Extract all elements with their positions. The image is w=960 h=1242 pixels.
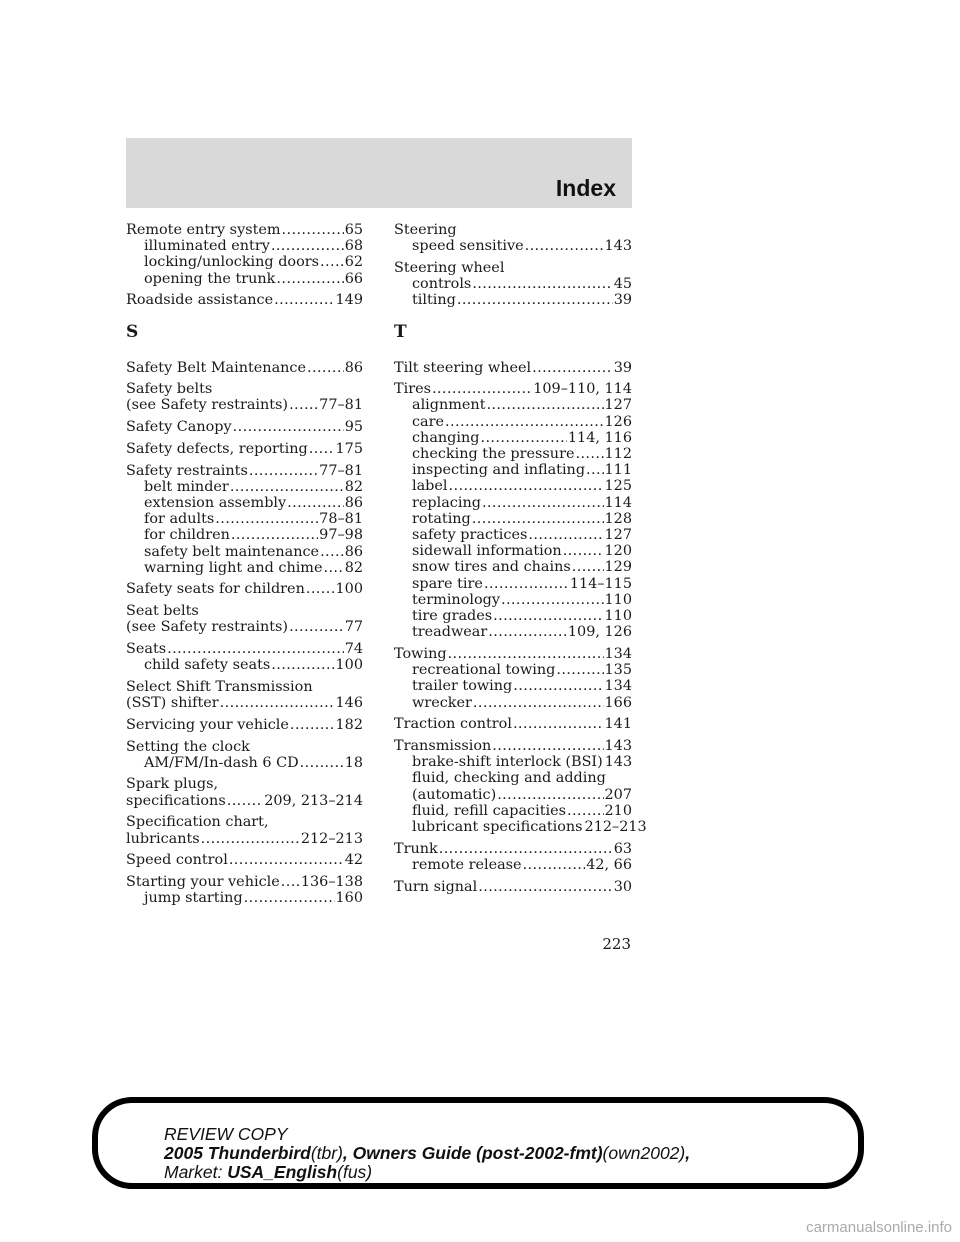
footer-market: USA_English [227,1162,338,1182]
index-subentry [394,695,632,711]
entry-text: Safety Canopy [126,419,232,436]
entry-text: tilting [412,292,456,309]
dot-leader [233,419,344,435]
dot-leader [448,646,604,662]
entry-text: fluid, refill capacities [412,802,566,819]
page-reference: 39 [613,359,632,376]
entry-text: tire grades [412,608,493,625]
dot-leader [439,841,613,857]
index-subentry [126,254,363,270]
entry-text: Turn signal [394,878,478,895]
index-entry [394,841,632,857]
page-reference: 100 [335,657,363,674]
index-group [394,360,632,376]
index-group [126,874,363,906]
dot-leader [249,463,318,479]
index-heading-line: Setting the clock [126,738,250,755]
footer-comma: , [685,1143,691,1163]
index-subentry [394,511,632,527]
dot-leader [478,879,612,895]
index-entry [126,831,363,847]
page-reference: 111 [604,462,632,479]
dot-leader [472,276,612,292]
dot-leader [523,857,586,873]
entry-text: recreational towing [412,662,556,679]
entry-text: for adults [144,511,215,528]
entry-text: Remote entry system [126,222,281,238]
footer-market-label: Market: [164,1162,223,1182]
dot-leader [231,527,318,543]
entry-text: Roadside assistance [126,292,274,309]
index-entry [126,581,363,597]
page-reference: 109, 126 [567,624,632,641]
index-subentry [394,592,632,608]
page-reference: 66 [344,270,363,287]
index-subentry [394,803,632,819]
footer-guide: , Owners Guide (post-2002-fmt) [342,1143,603,1163]
entry-text: lubricant specifications [412,819,583,835]
index-subentry [394,787,632,803]
index-subentry [394,478,632,494]
page-reference: 74 [344,641,363,658]
entry-text: replacing [412,494,481,511]
index-subentry [394,662,632,678]
page-reference: 45 [613,276,632,293]
entry-text: checking the pressure [412,446,575,463]
index-subentry [126,527,363,543]
entry-text: inspecting and inflating [412,462,586,479]
entry-text: rotating [412,510,471,527]
page-reference: 110 [604,608,632,625]
page-reference: 65 [344,222,363,238]
entry-text: Traction control [394,716,512,733]
index-entry [126,222,363,238]
index-subentry [126,560,363,576]
entry-text: specifications [126,792,226,809]
dot-leader [300,755,344,771]
index-subentry [394,292,632,308]
index-group [126,852,363,868]
page-reference: 100 [335,581,363,598]
index-subentry [126,511,363,527]
entry-text: Safety seats for children [126,581,305,598]
page-title: Index [555,175,616,201]
page-reference: 86 [344,359,363,376]
index-heading-line: Steering wheel [394,259,505,276]
entry-text: opening the trunk [144,270,276,287]
page-reference: 77–81 [319,462,363,479]
footer-market-code: (fus) [337,1162,373,1182]
page-reference: 166 [604,694,632,711]
index-subentry [394,754,632,770]
entry-text: trailer towing [412,678,513,695]
entry-text: child safety seats [144,657,271,674]
index-group [126,814,363,846]
index-entry [126,360,363,376]
index-subentry [394,527,632,543]
index-group [394,716,632,732]
index-subentry [394,559,632,575]
entry-text: care [412,413,445,430]
index-subentry [394,624,632,640]
index-group [394,260,632,309]
footer-model-code: (tbr) [310,1143,343,1163]
footer-guide-code: (own2002) [602,1143,686,1163]
page-reference: 77 [344,619,363,636]
page-reference: 97–98 [319,527,363,544]
dot-leader [244,890,335,906]
index-heading-line: Safety belts [126,381,213,398]
entry-text: spare tire [412,575,483,592]
entry-text: (see Safety restraints) [126,619,289,636]
page-reference: 120 [604,543,632,560]
dot-leader [201,831,300,847]
index-entry [126,441,363,457]
dot-leader [274,292,334,308]
dot-leader [572,559,604,575]
index-subentry [126,890,363,906]
page-reference: 30 [613,878,632,895]
entry-text: remote release [412,856,522,873]
dot-leader [323,560,343,576]
entry-text: changing [412,429,480,446]
entry-text: label [412,478,448,495]
dot-leader [306,581,335,597]
dot-leader [307,360,344,376]
entry-text: alignment [412,397,486,414]
index-heading-line: Seat belts [126,603,199,620]
dot-leader [287,495,344,511]
watermark-text: carmanualsonline.info [806,1219,952,1236]
entry-text: Starting your vehicle [126,874,280,890]
page-reference: 207 [604,786,632,803]
page-reference: 134 [604,645,632,662]
index-group [394,381,632,640]
footer-text [164,1125,690,1182]
entry-text: extension assembly [144,494,287,511]
index-group [394,879,632,895]
index-subentry [394,276,632,292]
index-group [126,360,363,376]
entry-text: Trunk [394,840,438,857]
index-heading-line: Specification chart, [126,814,269,831]
page-reference: 149 [335,292,363,309]
page-reference: 77–81 [319,397,363,414]
index-subentry [394,857,632,873]
index-entry [394,738,632,754]
page-reference: 143 [604,737,632,754]
index-entry [126,463,363,479]
entry-text: safety belt maintenance [144,543,320,560]
page-reference: 160 [335,890,363,907]
index-subentry [394,678,632,694]
index-subentry [126,755,363,771]
index-group [126,381,363,413]
footer-model: 2005 Thunderbird [164,1143,311,1163]
dot-leader [230,479,344,495]
entry-text: lubricants [126,830,200,847]
page-reference: 143 [604,238,632,255]
page-reference: 78–81 [319,511,363,528]
index-group [394,646,632,711]
page-reference: 209, 213–214 [264,792,363,809]
entry-text: Safety defects, reporting [126,440,308,457]
entry-text: AM/FM/In-dash 6 CD [144,754,299,771]
index-subentry [394,446,632,462]
page-reference: 86 [344,543,363,560]
index-entry [394,381,632,397]
index-subentry [394,495,632,511]
index-heading-line: Select Shift Transmission [126,678,313,695]
entry-text: controls [412,276,472,293]
page-reference: 63 [613,840,632,857]
dot-leader [501,592,604,608]
index-group [126,717,363,733]
page-number: 223 [602,935,631,953]
dot-leader [532,360,613,376]
page-reference: 136–138 [300,874,363,890]
dot-leader [486,397,603,413]
index-subentry [126,544,363,560]
page-reference: 135 [604,662,632,679]
index-group [126,581,363,597]
index-entry [126,619,363,635]
index-group [126,603,363,635]
dot-leader [309,441,335,457]
index-heading-line: fluid, checking and adding [412,770,606,787]
index-group [126,776,363,808]
page-reference: 110 [604,591,632,608]
index-group [126,463,363,576]
dot-leader [445,414,603,430]
dot-leader [493,608,603,624]
entry-text: (automatic) [412,786,497,803]
index-group [126,739,363,771]
dot-leader [271,238,344,254]
index-heading-line: Steering [394,222,457,238]
entry-text: Speed control [126,852,228,869]
index-subentry [394,608,632,624]
entry-text: Safety Belt Maintenance [126,359,306,376]
index-subentry [394,576,632,592]
index-group [126,292,363,308]
page-reference: 68 [344,238,363,255]
index-subentry [394,238,632,254]
index-group [126,679,363,711]
entry-text: Servicing your vehicle [126,716,289,733]
dot-leader [472,511,604,527]
index-entry [126,292,363,308]
index-entry [394,716,632,732]
page-reference: 42, 66 [586,856,632,873]
page-reference: 126 [604,413,632,430]
index-column-left [126,222,363,912]
dot-leader [497,787,603,803]
page-reference: 125 [604,478,632,495]
index-subentry [394,462,632,478]
page-reference: 182 [335,716,363,733]
entry-text: locking/unlocking doors [144,254,320,271]
dot-leader [289,397,318,413]
index-group [126,222,363,287]
index-group [126,441,363,457]
entry-text: wrecker [412,694,472,711]
page-reference: 62 [344,254,363,271]
dot-leader [215,511,318,527]
entry-text: safety practices [412,527,528,544]
dot-leader [229,852,344,868]
index-subentry [394,397,632,413]
dot-leader [513,716,604,732]
page-reference: 143 [604,754,633,771]
dot-leader [513,678,603,694]
index-entry [126,852,363,868]
page-reference: 42 [344,852,363,869]
page-reference: 134 [604,678,632,695]
dot-leader [271,657,334,673]
entry-text: Tires [394,381,431,398]
page-reference: 128 [604,510,632,527]
page-reference: 127 [604,527,632,544]
index-entry [394,360,632,376]
index-entry [126,641,363,657]
page-reference: 114–115 [569,575,632,592]
entry-text: Towing [394,645,447,662]
entry-text: belt minder [144,478,229,495]
page-reference: 212–213 [300,830,363,847]
index-subentry [126,495,363,511]
dot-leader [449,478,604,494]
dot-leader [276,271,343,287]
index-group [394,841,632,873]
page-reference: 18 [344,754,363,771]
entry-text: Seats [126,641,167,658]
entry-text: Safety restraints [126,462,248,479]
page-reference: 109–110, 114 [533,381,632,398]
index-entry [126,397,363,413]
dot-leader [320,544,344,560]
dot-leader [227,793,264,809]
dot-leader [220,695,335,711]
dot-leader [556,662,603,678]
dot-leader [290,717,335,733]
dot-leader [480,430,566,446]
index-subentry [394,543,632,559]
dot-leader [281,874,300,890]
dot-leader [492,738,603,754]
page-reference: 82 [344,478,363,495]
entry-text: illuminated entry [144,238,270,255]
dot-leader [528,527,603,543]
dot-leader [432,381,532,397]
index-subentry [126,271,363,287]
index-entry [126,717,363,733]
page-reference: 127 [604,397,632,414]
dot-leader [282,222,344,238]
section-letter: T [394,321,407,342]
index-subentry [126,479,363,495]
dot-leader [473,695,604,711]
page-reference: 212–213 [584,819,647,835]
index-subentry [126,238,363,254]
index-group [394,222,632,254]
entry-text: speed sensitive [412,238,524,255]
entry-text: sidewall information [412,543,562,560]
index-group [126,419,363,435]
entry-text: Transmission [394,737,492,754]
page-reference: 39 [613,292,632,309]
page-reference: 95 [344,419,363,436]
index-entry [394,879,632,895]
page-reference: 210 [604,802,632,819]
entry-text: snow tires and chains [412,559,571,576]
dot-leader [289,619,344,635]
dot-leader [484,576,569,592]
dot-leader [525,238,604,254]
page-reference: 82 [344,559,363,576]
dot-leader [167,641,344,657]
entry-text: brake-shift interlock (BSI) [412,754,603,771]
entry-text: treadwear [412,624,488,641]
entry-text: jump starting [144,890,243,907]
page-reference: 146 [335,695,363,712]
dot-leader [320,254,344,270]
entry-text: Tilt steering wheel [394,359,532,376]
dot-leader [457,292,613,308]
index-group [126,641,363,673]
index-header [126,138,632,208]
index-group [394,737,647,835]
dot-leader [488,624,567,640]
index-subentry [394,414,632,430]
index-entry [394,646,632,662]
entry-text: (SST) shifter [126,695,219,712]
index-entry [126,419,363,435]
page-reference: 141 [604,716,632,733]
entry-text: for children [144,527,230,544]
entry-text: terminology [412,591,500,608]
review-copy-footer [92,1097,864,1189]
index-column-right [394,222,647,900]
page-reference: 175 [335,440,363,457]
section-letter: S [126,321,139,342]
index-entry [126,874,363,890]
dot-leader [586,462,603,478]
dot-leader [563,543,604,559]
dot-leader [482,495,604,511]
page-reference: 114 [604,494,632,511]
entry-text: (see Safety restraints) [126,397,289,414]
dot-leader [575,446,603,462]
index-heading-line: Spark plugs, [126,776,219,793]
footer-review-label: REVIEW COPY [164,1124,288,1144]
index-entry [126,695,363,711]
dot-leader [567,803,604,819]
page-reference: 86 [344,494,363,511]
index-subentry [126,657,363,673]
page-reference: 129 [604,559,632,576]
page-reference: 114, 116 [567,429,632,446]
page-reference: 112 [604,446,632,463]
index-subentry [394,430,632,446]
index-entry [126,793,363,809]
entry-text: warning light and chime [144,559,323,576]
index-subentry [394,819,647,835]
